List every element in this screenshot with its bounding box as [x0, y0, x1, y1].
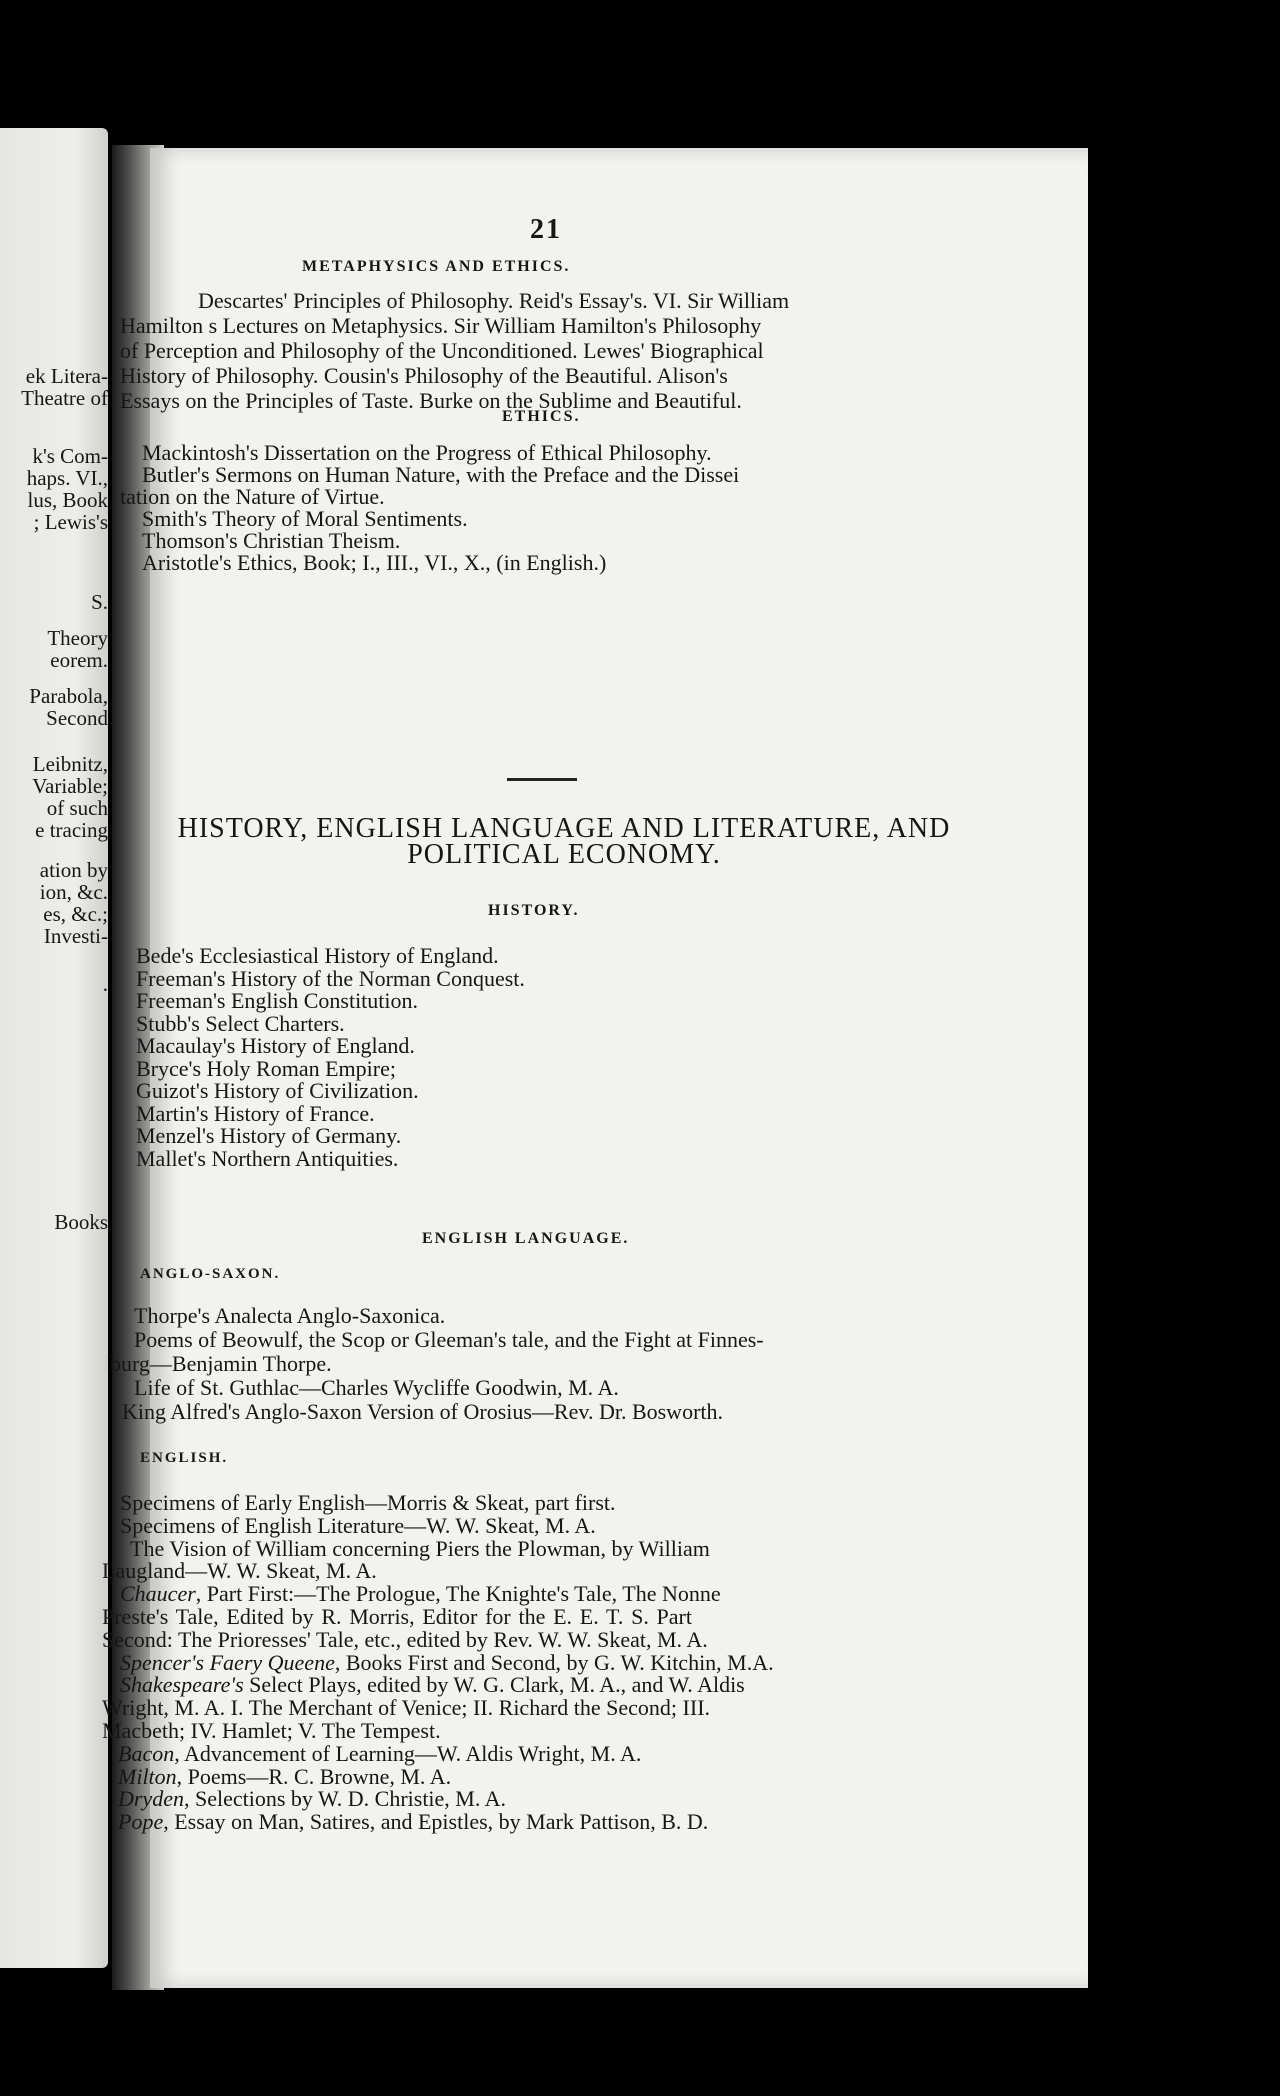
left-page-fragment: of such — [46, 796, 108, 820]
work-title: Milton — [118, 1763, 177, 1789]
english-heading: ENGLISH. — [140, 1450, 229, 1466]
anglo-saxon-line: Poems of Beowulf, the Scop or Gleeman's tale, and the Fight at Finnes- — [134, 1327, 764, 1352]
anglo-saxon-heading: ANGLO-SAXON. — [140, 1266, 281, 1282]
previous-page-edge — [0, 128, 108, 1968]
history-item: Mallet's Northern Antiquities. — [136, 1145, 399, 1171]
left-page-fragment: S. — [91, 590, 108, 614]
entry-text: Wright, M. A. I. The Merchant of Venice; II. Richard the Second; III. — [102, 1695, 711, 1721]
entry-text: , Poems—R. C. Browne, M. A. — [176, 1763, 452, 1789]
work-title: Dryden — [118, 1786, 184, 1812]
left-page-fragment: Investi- — [43, 924, 108, 948]
work-title: Pope — [118, 1809, 164, 1835]
anglo-saxon-line: Life of St. Guthlac—Charles Wycliffe Goodwin, M. A. — [134, 1375, 619, 1400]
left-page-fragment: Parabola, — [29, 684, 108, 708]
entry-text: , Part First:—The Prologue, The Knighte's Tale, The Nonne — [195, 1581, 721, 1607]
left-page-fragment: ; Lewis's — [33, 510, 108, 534]
section-heading-line2: POLITICAL ECONOMY. — [407, 839, 721, 870]
history-item: Bryce's Holy Roman Empire; — [136, 1055, 396, 1081]
anglo-saxon-line: Thorpe's Analecta Anglo-Saxonica. — [134, 1303, 446, 1328]
metaphysics-line: Descartes' Principles of Philosophy. Reid's Essay's. VI. Sir William — [198, 288, 790, 313]
entry-text: Specimens of English Literature—W. W. Skeat, M. A. — [120, 1512, 596, 1538]
history-item: Freeman's History of the Norman Conquest. — [136, 965, 525, 991]
left-page-fragment: Second — [46, 706, 108, 730]
ethics-line: Smith's Theory of Moral Sentiments. — [142, 506, 468, 531]
anglo-saxon-line: King Alfred's Anglo-Saxon Version of Orosius—Rev. Dr. Bosworth. — [122, 1399, 724, 1424]
entry-text: Select Plays, edited by W. G. Clark, M. A., and W. Aldis — [243, 1672, 745, 1698]
anglo-saxon-line: burg—Benjamin Thorpe. — [110, 1351, 332, 1376]
ethics-line: Mackintosh's Dissertation on the Progress of Ethical Philosophy. — [142, 440, 712, 465]
ethics-line: tation on the Nature of Virtue. — [120, 484, 385, 509]
left-page-fragment: lus, Book — [27, 488, 108, 512]
history-item: Menzel's History of Germany. — [136, 1123, 402, 1148]
history-item: Guizot's History of Civilization. — [136, 1078, 419, 1103]
history-item: Macaulay's History of England. — [136, 1033, 415, 1058]
left-page-fragment: haps. VI., — [26, 466, 108, 490]
entry-text: Laugland—W. W. Skeat, M. A. — [102, 1558, 377, 1584]
ethics-heading: ETHICS. — [502, 408, 581, 425]
metaphysics-heading: METAPHYSICS AND ETHICS. — [302, 258, 571, 275]
entry-text: Second: The Prioresses' Tale, etc., edited by Rev. W. W. Skeat, M. A. — [102, 1626, 708, 1652]
entry-text: Macbeth; IV. Hamlet; V. The Tempest. — [102, 1718, 441, 1743]
left-page-fragment: Theory — [47, 626, 108, 650]
left-page-fragment: Theatre of — [21, 386, 108, 410]
left-page-fragment: ion, &c. — [39, 880, 108, 904]
ethics-line: Aristotle's Ethics, Book; I., III., VI., X., (in English.) — [142, 550, 607, 575]
entry-text: , Advancement of Learning—W. Aldis Wright, M. A. — [174, 1740, 642, 1766]
metaphysics-line: Hamilton s Lectures on Metaphysics. Sir William Hamilton's Philosophy — [120, 313, 762, 338]
work-title: Shakespeare's — [120, 1672, 244, 1698]
left-page-fragment: . — [102, 972, 108, 996]
left-page-fragment: Leibnitz, — [32, 752, 108, 776]
left-page-fragment: ation by — [39, 858, 108, 882]
ethics-line: Thomson's Christian Theism. — [142, 528, 401, 553]
metaphysics-line: Essays on the Principles of Taste. Burke on the Sublime and Beautiful. — [120, 388, 742, 413]
entry-text: , Selections by W. D. Christie, M. A. — [183, 1786, 507, 1812]
left-page-fragment: e tracing — [35, 818, 108, 842]
page-number: 21 — [530, 214, 562, 245]
ethics-line: Butler's Sermons on Human Nature, with the Preface and the Dissei — [142, 462, 740, 487]
history-item: Bede's Ecclesiastical History of England. — [136, 943, 499, 968]
work-title: Spencer's Faery Queene — [120, 1649, 335, 1675]
entry-text: Specimens of Early English—Morris & Skeat, part first. — [120, 1490, 616, 1515]
work-title: Bacon — [118, 1740, 175, 1766]
left-page-fragment: eorem. — [50, 648, 108, 672]
entry-text: Preste's Tale, Edited by R. Morris, Editor for the E. E. T. S. Part — [102, 1604, 692, 1629]
metaphysics-line: of Perception and Philosophy of the Unconditioned. Lewes' Biographical — [120, 338, 764, 363]
entry-text: The Vision of William concerning Piers the Plowman, by William — [130, 1535, 710, 1561]
english-language-heading: ENGLISH LANGUAGE. — [422, 1230, 630, 1247]
english-line — [118, 1809, 708, 1835]
metaphysics-line: History of Philosophy. Cousin's Philosophy of the Beautiful. Alison's — [120, 363, 728, 388]
left-page-fragment: ek Litera- — [25, 364, 108, 388]
work-title: Chaucer — [120, 1581, 196, 1607]
left-page-fragment: es, &c.; — [43, 902, 108, 926]
entry-text: , Books First and Second, by G. W. Kitchin, M.A. — [334, 1649, 774, 1675]
history-heading: HISTORY. — [488, 902, 580, 919]
history-item: Martin's History of France. — [136, 1100, 375, 1126]
history-item: Freeman's English Constitution. — [136, 988, 419, 1013]
document-page — [102, 148, 1088, 1988]
left-page-fragment: Books — [54, 1210, 108, 1234]
left-page-fragment: Variable; — [32, 774, 108, 798]
entry-text: , Essay on Man, Satires, and Epistles, by Mark Pattison, B. D. — [163, 1809, 709, 1835]
left-page-fragment: k's Com- — [32, 444, 108, 468]
section-rule — [507, 778, 577, 781]
history-item: Stubb's Select Charters. — [136, 1010, 345, 1036]
section-heading-line1: HISTORY, ENGLISH LANGUAGE AND LITERATURE, AND — [177, 813, 951, 844]
